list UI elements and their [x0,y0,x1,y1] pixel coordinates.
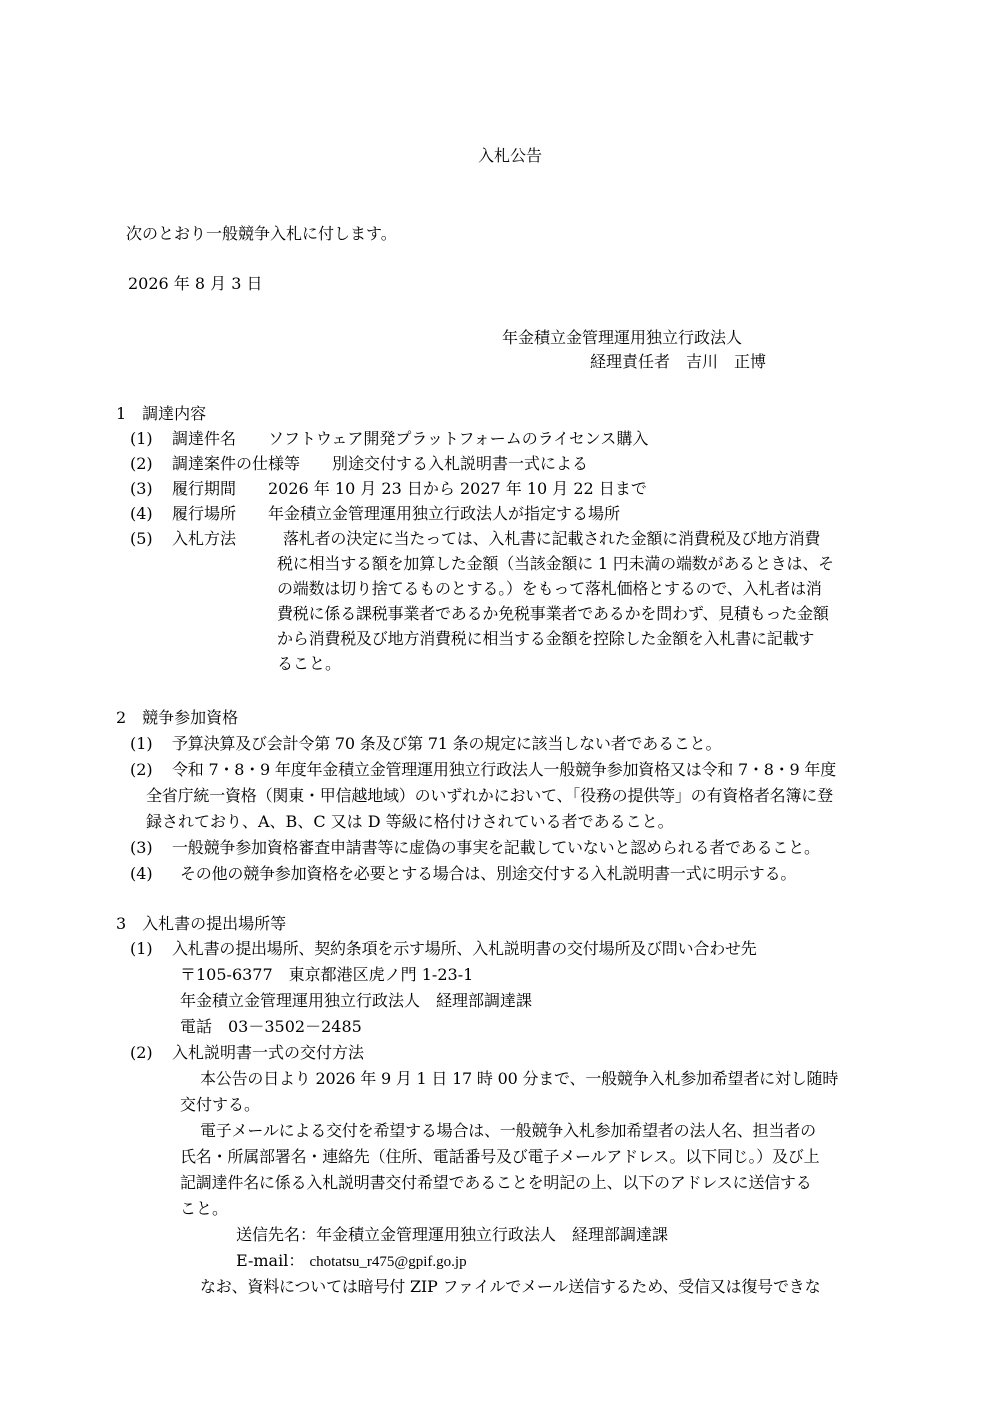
bid-method-text: から消費税及び地方消費税に相当する金額を控除した金額を入札書に記載す [277,629,815,648]
period-item: 履行期間 2026 年 10 月 23 日から 2027 年 10 月 22 日まで [172,479,647,498]
bid-method-text: 費税に係る課税事業者であるか免税事業者であるかを問わず、見積もった金額 [277,604,829,623]
item-number: (1) [130,939,153,958]
item-number: (3) [130,838,153,857]
email-paragraph: 電子メールによる交付を希望する場合は、一般競争入札参加希望者の法人名、担当者の [200,1121,816,1140]
section-3-heading: 3 入札書の提出場所等 [116,914,287,933]
bid-method-text: 落札者の決定に当たっては、入札書に記載された金額に消費税及び地方消費 [283,529,821,548]
telephone: 電話 03－3502－2485 [180,1017,362,1036]
item-number: (2) [130,454,153,473]
item-number: (4) [130,504,153,523]
submission-place-item: 入札書の提出場所、契約条項を示す場所、入札説明書の交付場所及び問い合わせ先 [172,939,757,958]
qualification-item: 録されており、A、B、C 又は D 等級に格付けされている者であること。 [146,812,674,831]
section-2-heading: 2 競争参加資格 [116,708,239,727]
department: 年金積立金管理運用独立行政法人 経理部調達課 [180,991,533,1010]
item-number: (2) [130,1043,153,1062]
email-paragraph: こと。 [180,1199,229,1218]
notice-date: 2026 年 8 月 3 日 [128,274,263,293]
qualification-item: 予算決算及び会計令第 70 条及び第 71 条の規定に該当しない者であること。 [172,734,722,753]
item-number: (2) [130,760,153,779]
delivery-paragraph: 本公告の日より 2026 年 9 月 1 日 17 時 00 分まで、一般競争入札参加希望者に対し随時 [200,1069,839,1088]
bid-method-text: 税に相当する額を加算した金額（当該金額に 1 円未満の端数があるときは、そ [277,554,834,573]
intro-text: 次のとおり一般競争入札に付します。 [126,224,397,243]
section-1-heading: 1 調達内容 [116,404,207,423]
qualification-item: 令和 7・8・9 年度年金積立金管理運用独立行政法人一般競争参加資格又は令和 7・8・9 年度 [172,760,837,779]
email-paragraph: 氏名・所属部署名・連絡先（住所、電話番号及び電子メールアドレス。以下同じ。）及び上 [180,1147,820,1166]
procurement-item: 調達件名 ソフトウェア開発プラットフォームのライセンス購入 [172,429,649,448]
specification-item: 調達案件の仕様等 別途交付する入札説明書一式による [172,454,589,473]
qualification-item: その他の競争参加資格を必要とする場合は、別途交付する入札説明書一式に明示する。 [180,864,797,883]
email-address: chotatsu_r475@gpif.go.jp [309,1254,467,1270]
email-label: E-mail： [236,1251,305,1270]
delivery-method-item: 入札説明書一式の交付方法 [172,1043,365,1062]
note-paragraph: なお、資料については暗号付 ZIP ファイルでメール送信するため、受信又は復号できな [200,1277,821,1296]
item-number: (5) [130,529,153,548]
email-paragraph: 記調達件名に係る入札説明書交付希望であることを明記の上、以下のアドレスに送信する [180,1173,812,1192]
item-number: (3) [130,479,153,498]
page-title: 入札公告 [477,146,542,165]
bid-method-text: の端数は切り捨てるものとする。）をもって落札価格とするので、入札者は消 [277,579,822,598]
qualification-item: 全省庁統一資格（関東・甲信越地域）のいずれかにおいて、「役務の提供等」の有資格者名簿に登 [146,786,833,805]
location-item: 履行場所 年金積立金管理運用独立行政法人が指定する場所 [172,504,621,523]
email-row [236,1249,467,1274]
send-to: 送信先名：年金積立金管理運用独立行政法人 経理部調達課 [236,1225,669,1244]
delivery-paragraph: 交付する。 [180,1095,261,1114]
item-number: (1) [130,429,153,448]
bid-method-text: ること。 [277,654,342,673]
item-number: (1) [130,734,153,753]
issuer-officer: 経理責任者 吉川 正博 [590,352,767,371]
bid-method-label: 入札方法 [172,529,237,548]
address: 〒105-6377 東京都港区虎ノ門 1-23-1 [180,965,474,984]
item-number: (4) [130,864,153,883]
issuer-org: 年金積立金管理運用独立行政法人 [502,328,743,347]
qualification-item: 一般競争参加資格審査申請書等に虚偽の事実を記載していないと認められる者であること。 [172,838,820,857]
